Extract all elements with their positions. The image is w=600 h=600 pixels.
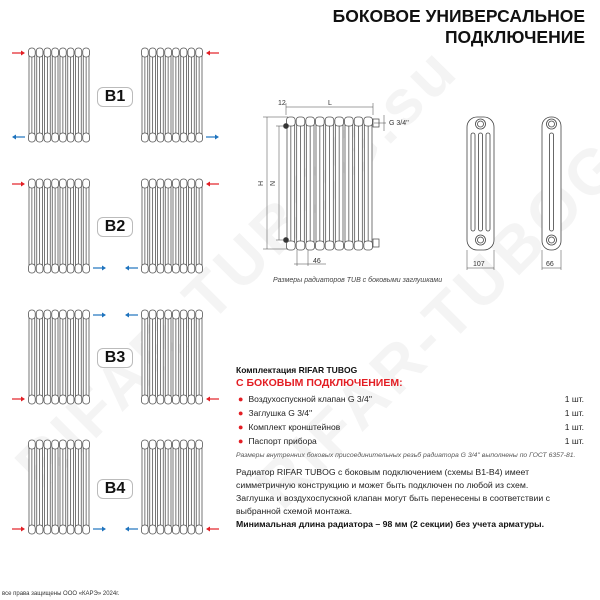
bullet-icon: ● bbox=[238, 422, 244, 432]
front-view bbox=[284, 117, 380, 250]
kit-subheading: С БОКОВЫМ ПОДКЛЮЧЕНИЕМ: bbox=[236, 377, 403, 389]
radiator-left bbox=[29, 179, 90, 273]
kit-item bbox=[236, 406, 584, 420]
bullet-icon: ● bbox=[238, 394, 244, 404]
kit-item bbox=[236, 420, 584, 434]
supply-arrow-icon bbox=[206, 182, 219, 187]
kit-heading: Комплектация RIFAR TUBOG bbox=[236, 365, 358, 375]
kit-section bbox=[236, 365, 584, 459]
supply-arrow-icon bbox=[12, 182, 25, 187]
kit-note: Размеры внутренних боковых присоединительных резьб радиатора G 3/4'' выполнены по ГОСТ 6357-81. bbox=[236, 452, 576, 459]
return-arrow-icon bbox=[93, 313, 106, 318]
bullet-icon: ● bbox=[238, 436, 244, 446]
kit-item bbox=[236, 434, 584, 448]
return-arrow-icon bbox=[93, 527, 106, 532]
dim-l: L bbox=[328, 100, 332, 107]
supply-arrow-icon bbox=[206, 527, 219, 532]
bullet-icon: ● bbox=[238, 408, 244, 418]
side-views bbox=[467, 117, 561, 250]
kit-item-qty: 1 шт. bbox=[564, 394, 584, 404]
title-line-2: ПОДКЛЮЧЕНИЕ bbox=[444, 27, 585, 47]
supply-arrow-icon bbox=[206, 51, 219, 56]
drawing-caption: Размеры радиаторов TUB с боковыми заглушками bbox=[273, 277, 443, 284]
radiator-right bbox=[142, 310, 203, 404]
supply-arrow-icon bbox=[206, 397, 219, 402]
connection-schemes bbox=[0, 0, 240, 560]
kit-item-name: Комплект кронштейнов bbox=[248, 422, 341, 432]
title-line-1: БОКОВОЕ УНИВЕРСАЛЬНОЕ bbox=[332, 6, 585, 26]
supply-arrow-icon bbox=[12, 527, 25, 532]
front-view-radiator bbox=[287, 117, 373, 250]
kit-item-qty: 1 шт. bbox=[564, 422, 584, 432]
radiator-dimensions-svg bbox=[258, 90, 600, 290]
description-p2: Заглушка и воздухоспускной клапан могут быть перенесены в соответствии с выбранной схемой монтажа. bbox=[236, 493, 550, 516]
kit-item-qty: 1 шт. bbox=[564, 408, 584, 418]
kit-item-name: Воздухоспускной клапан G 3/4'' bbox=[248, 394, 372, 404]
return-arrow-icon bbox=[12, 135, 25, 140]
scheme-label-b1: B1 bbox=[97, 87, 133, 107]
dim-h: H bbox=[258, 180, 265, 186]
description bbox=[236, 466, 586, 531]
dim-46: 46 bbox=[313, 258, 321, 265]
radiator-right bbox=[142, 440, 203, 534]
dimension-drawing bbox=[258, 90, 600, 290]
copyright: все права защищены ООО «КАРЭ» 2024г. bbox=[2, 591, 120, 597]
radiator-right bbox=[142, 179, 203, 273]
description-p3: Минимальная длина радиатора – 98 мм (2 секции) без учета арматуры. bbox=[236, 519, 545, 529]
page-title bbox=[333, 6, 585, 48]
radiator-left bbox=[29, 48, 90, 142]
scheme-label-b2: B2 bbox=[97, 217, 133, 237]
return-arrow-icon bbox=[125, 266, 138, 271]
supply-arrow-icon bbox=[12, 397, 25, 402]
scheme-label-b4: B4 bbox=[97, 479, 133, 499]
return-arrow-icon bbox=[125, 527, 138, 532]
dim-12: 12 bbox=[278, 100, 286, 107]
return-arrow-icon bbox=[206, 135, 219, 140]
side-plug bbox=[373, 239, 379, 247]
thread-label: G 3/4'' bbox=[389, 120, 409, 127]
radiator-right bbox=[142, 48, 203, 142]
kit-item bbox=[236, 392, 584, 406]
description-p1: Радиатор RIFAR TUBOG с боковым подключением (схемы В1-В4) имеет симметричную конструкцию и может быть подключен по любой из схем. bbox=[236, 467, 530, 490]
radiator-left bbox=[29, 440, 90, 534]
return-arrow-icon bbox=[93, 266, 106, 271]
return-arrow-icon bbox=[125, 313, 138, 318]
dim-66: 66 bbox=[546, 261, 554, 268]
kit-item-name: Заглушка G 3/4'' bbox=[248, 408, 313, 418]
schemes-diagram bbox=[0, 0, 240, 560]
kit-item-qty: 1 шт. bbox=[564, 436, 584, 446]
dim-107: 107 bbox=[473, 261, 485, 268]
scheme-label-b3: B3 bbox=[97, 348, 133, 368]
dim-n: N bbox=[270, 180, 277, 186]
kit-item-name: Паспорт прибора bbox=[248, 436, 317, 446]
supply-arrow-icon bbox=[12, 51, 25, 56]
radiator-left bbox=[29, 310, 90, 404]
